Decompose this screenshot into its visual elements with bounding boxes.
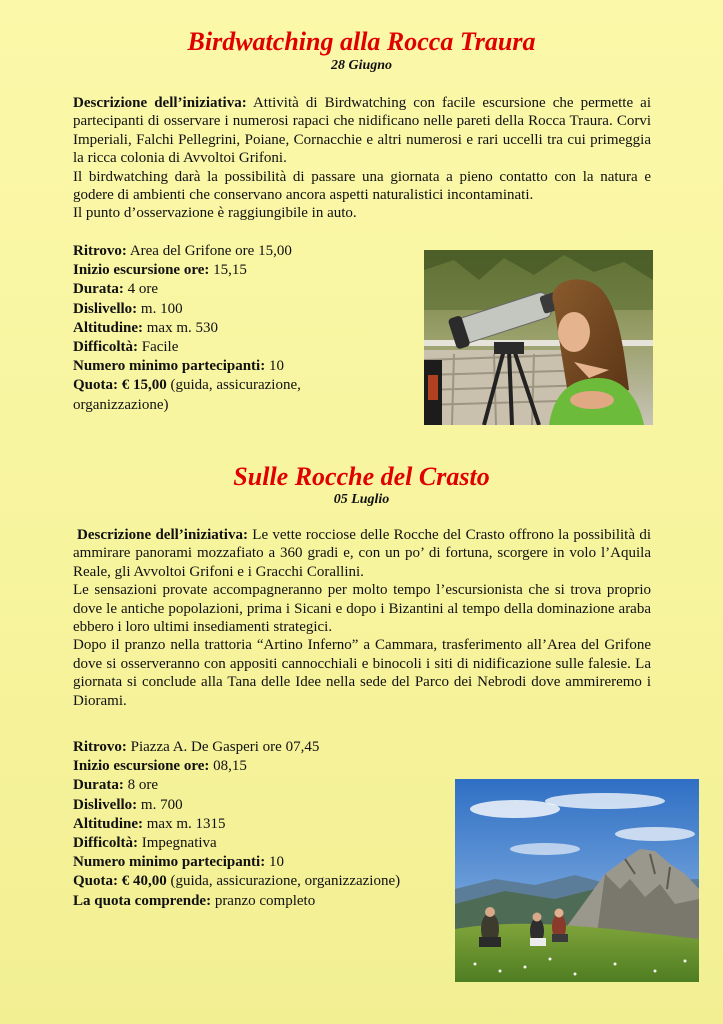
detail-label: Altitudine: [73, 319, 144, 336]
event1-desc-label: Descrizione dell’iniziativa: [73, 95, 247, 111]
event2-desc-label: Descrizione dell’iniziativa: [77, 527, 248, 543]
event1-title: Birdwatching alla Rocca Traura [187, 27, 536, 56]
event2-date: 05 Luglio [333, 492, 390, 507]
detail-label: Numero minimo partecipanti: [73, 854, 266, 871]
event2-details [73, 738, 400, 911]
detail-label: Quota: € 40,00 [73, 873, 167, 890]
detail-value: 10 [265, 358, 284, 375]
detail-row-inizio [73, 261, 301, 280]
detail-value: max m. 530 [143, 319, 219, 336]
detail-value: pranzo completo [211, 892, 316, 909]
detail-label: Inizio escursione ore: [73, 758, 210, 775]
detail-label: Ritrovo: [73, 739, 127, 755]
event1-details [73, 242, 301, 415]
detail-label: Durata: [73, 281, 124, 298]
detail-label: Altitudine: [73, 815, 144, 832]
detail-row-partecipanti [73, 853, 400, 872]
event1-desc-p1 [73, 94, 651, 168]
event1-desc-p2: Il birdwatching darà la possibilità di passare una giornata a pieno contatto con la natura e godere di ambienti che conservano ancora aspetti naturalistici incontaminati. [73, 168, 651, 204]
detail-label: La quota comprende: [73, 892, 212, 909]
detail-row-difficolta [73, 338, 301, 357]
detail-value: Piazza A. De Gasperi ore 07,45 [126, 739, 320, 755]
detail-label: Numero minimo partecipanti: [73, 358, 266, 375]
detail-value: 15,15 [209, 262, 247, 279]
detail-row-dislivello [73, 300, 301, 319]
detail-row-durata [73, 280, 301, 299]
detail-label: Quota: € 15,00 [73, 377, 167, 394]
detail-value: m. 100 [137, 300, 183, 317]
event1-desc-text: Attività di Birdwatching con facile escursione che permette ai partecipanti di osservare i numerosi rapaci che nidificano nelle pareti della Rocca Traura. Corvi Imperiali, Falchi Pellegrini, Poiane, Cornacchie e altri numerosi e rari uccelli tra cui primeggia la ricca colonia di Avvoltoi Grifoni. [73, 95, 651, 167]
detail-row-quota [73, 872, 400, 891]
detail-label: Dislivello: [73, 796, 138, 813]
detail-row-partecipanti [73, 357, 301, 376]
detail-row-quota [73, 376, 301, 395]
detail-row-dislivello [73, 796, 400, 815]
detail-value: (guida, assicurazione, organizzazione) [166, 873, 401, 890]
detail-row-quota-comprende [73, 892, 400, 911]
rocche-del-crasto-photo [455, 779, 699, 982]
detail-value: Impegnativa [137, 835, 217, 852]
event2-desc-text: Le vette rocciose delle Rocche del Crasto offrono la possibilità di ammirare panorami mozzafiato a 360 gradi e, con un po’ di fortuna, scorgere in volo l’Aquila Reale, gli Avvoltoi Grifoni e i Gracchi Corallini. [73, 527, 651, 580]
detail-row-altitudine [73, 319, 301, 338]
event2-desc-p3: Dopo il pranzo nella trattoria “Artino Inferno” a Cammara, trasferimento all’Area del Grifone dove si osserveranno con appositi cannocchiali e binocoli i siti di nidificazione sulle falesie. La giornata si conclude alla Tana delle Idee nella sede del Parco dei Nebrodi dove ammireremo i Diorami. [73, 637, 651, 709]
detail-row-durata [73, 776, 400, 795]
detail-value: 8 ore [123, 777, 158, 794]
detail-value: m. 700 [137, 796, 183, 813]
event1-desc-p3: Il punto d’osservazione è raggiungibile in auto. [73, 205, 357, 222]
detail-row-ritrovo [73, 242, 301, 261]
detail-value: 4 ore [123, 281, 158, 298]
detail-row-quota-cont [73, 396, 301, 415]
detail-value: Facile [137, 339, 179, 356]
birdwatching-photo [424, 250, 653, 425]
event2-desc-p1 [73, 526, 651, 581]
detail-label: Ritrovo: [73, 243, 127, 259]
detail-row-altitudine [73, 815, 400, 834]
detail-value: 10 [265, 854, 284, 871]
event2-desc-p2: Le sensazioni provate accompagneranno per molto tempo l’escursionista che si trova proprio dove le antiche popolazioni, prima i Sicani e dopo i Bizantini al tempo della dominazione araba ebbero i loro ultimi insediamenti strategici. [73, 582, 651, 636]
event1-description [73, 94, 651, 223]
event2-description [73, 526, 651, 710]
detail-row-inizio [73, 757, 400, 776]
event1-date: 28 Giugno [330, 58, 393, 73]
detail-row-ritrovo [73, 738, 400, 757]
detail-label: Difficoltà: [73, 339, 138, 356]
detail-value: (guida, assicurazione, [166, 377, 301, 394]
detail-value: 08,15 [209, 758, 247, 775]
detail-value: Area del Grifone ore 15,00 [126, 243, 292, 259]
detail-label: Dislivello: [73, 300, 138, 317]
detail-label: Durata: [73, 777, 124, 794]
detail-row-difficolta [73, 834, 400, 853]
event2-title: Sulle Rocche del Crasto [233, 462, 490, 491]
detail-label: Difficoltà: [73, 835, 138, 852]
detail-value: organizzazione) [73, 396, 169, 413]
detail-value: max m. 1315 [143, 815, 226, 832]
detail-label: Inizio escursione ore: [73, 262, 210, 279]
